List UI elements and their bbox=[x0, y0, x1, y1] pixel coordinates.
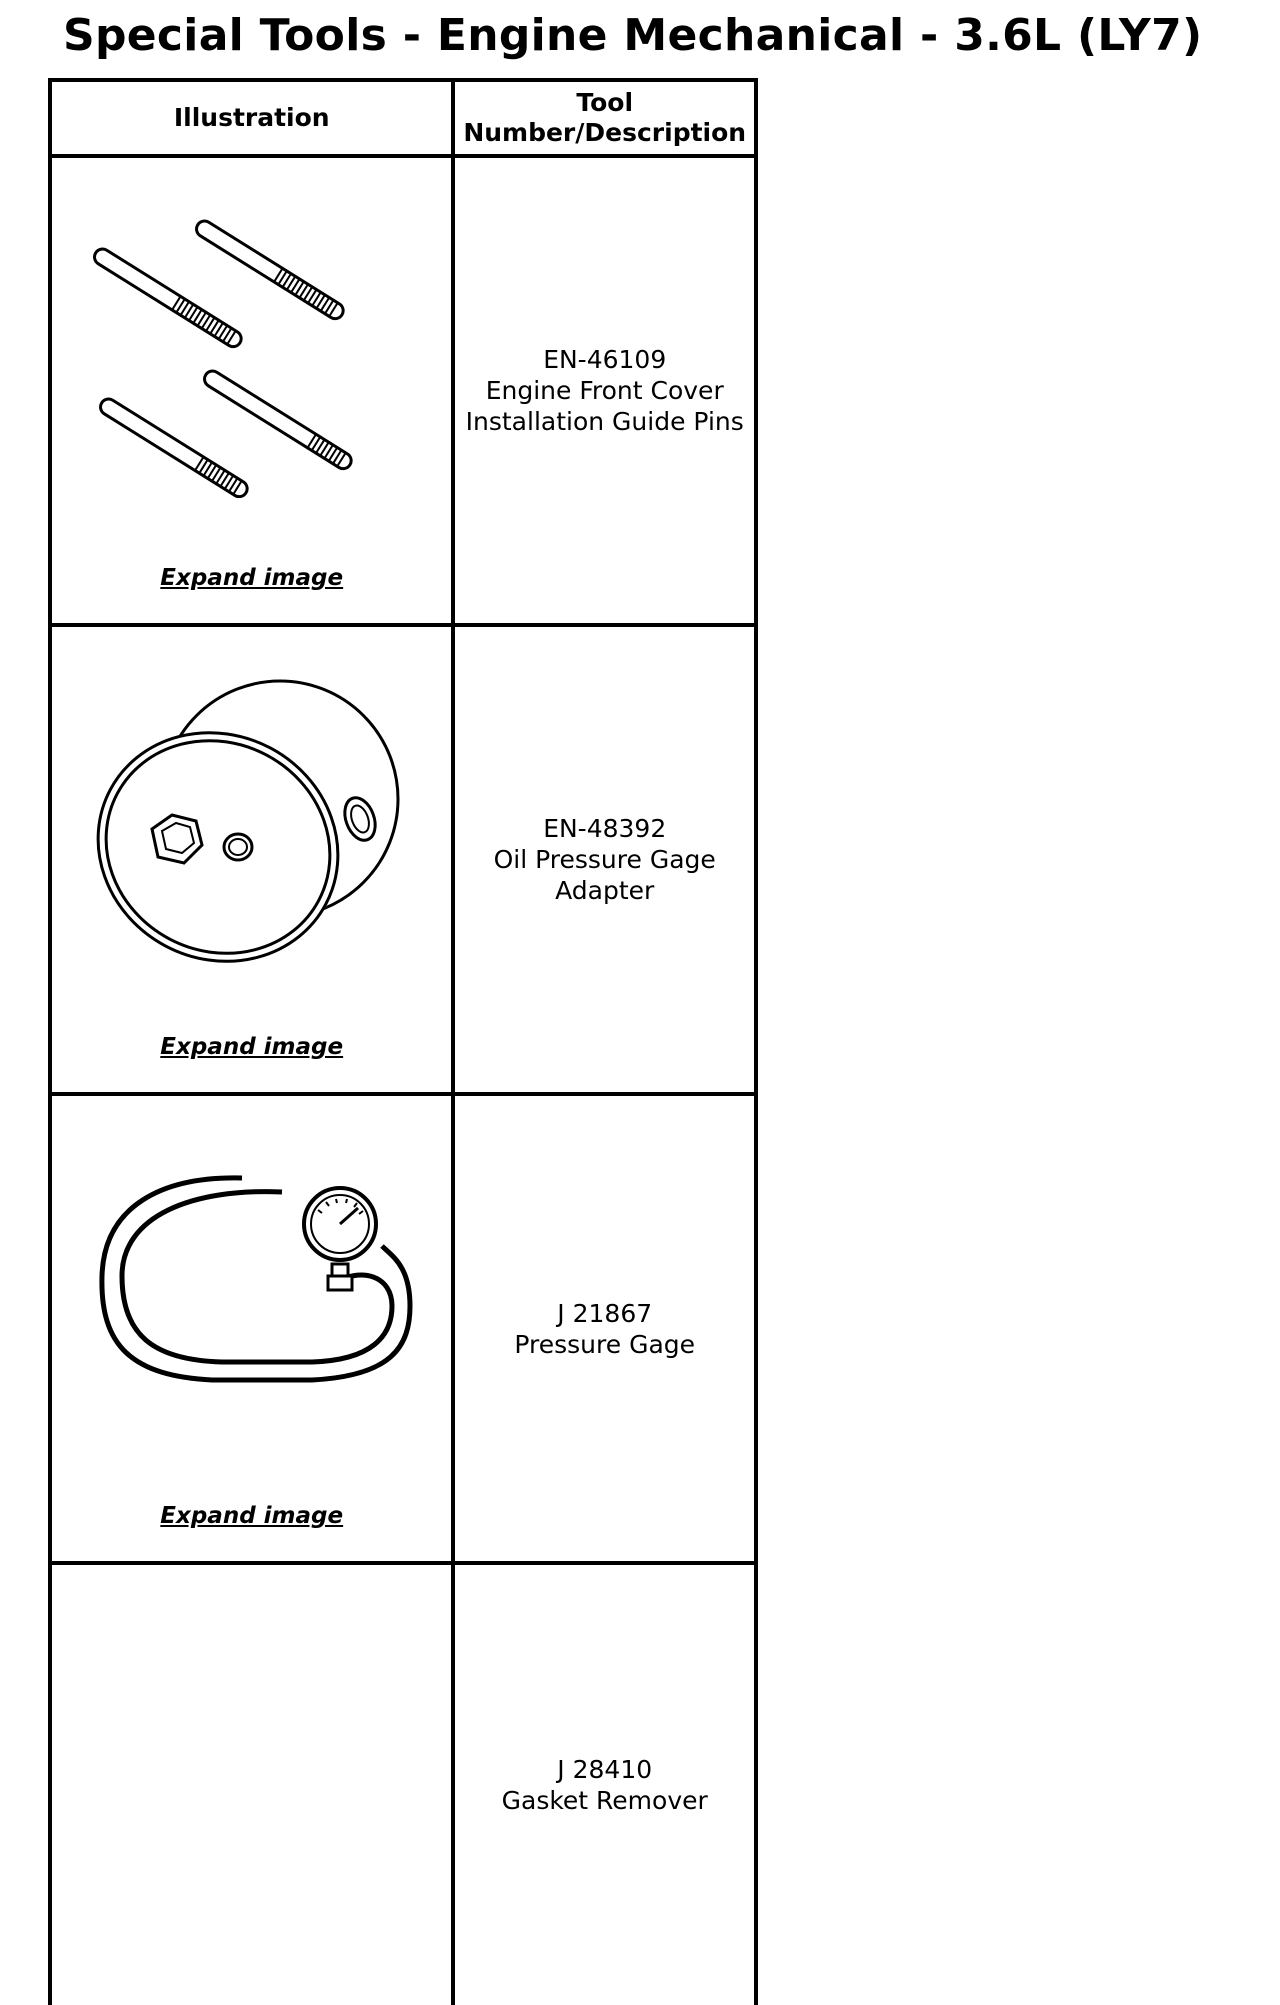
tool-description: Gasket Remover bbox=[501, 1786, 708, 1815]
tool-description-cell bbox=[453, 1563, 756, 2005]
header-illustration: Illustration bbox=[50, 80, 453, 156]
tool-description-cell bbox=[453, 1094, 756, 1563]
illustration-cell bbox=[50, 1094, 453, 1563]
pressure-gage-icon[interactable] bbox=[92, 1166, 432, 1426]
expand-image-link[interactable]: Expand image bbox=[160, 1034, 344, 1060]
table-header-row bbox=[50, 80, 756, 156]
tool-number: J 21867 bbox=[557, 1298, 653, 1328]
tool-description-cell bbox=[453, 156, 756, 625]
page-title: Special Tools - Engine Mechanical - 3.6L (LY7) bbox=[63, 10, 1203, 61]
table-row bbox=[50, 1094, 756, 1563]
guide-pins-icon[interactable] bbox=[92, 198, 432, 498]
header-tool-label: Tool Number/Description bbox=[463, 88, 747, 147]
tool-number: EN-46109 bbox=[543, 345, 667, 374]
header-tool-number-description bbox=[453, 80, 756, 156]
table-row bbox=[50, 625, 756, 1094]
table-row bbox=[50, 1563, 756, 2005]
tool-number: EN-48392 bbox=[543, 814, 667, 843]
tool-description: Pressure Gage bbox=[514, 1329, 696, 1359]
illustration-cell bbox=[50, 625, 453, 1094]
special-tools-table bbox=[48, 78, 758, 2005]
gage-adapter-icon[interactable] bbox=[90, 669, 430, 999]
expand-image-link[interactable]: Expand image bbox=[160, 565, 344, 591]
tool-description: Engine Front Cover Installation Guide Pins bbox=[465, 376, 744, 436]
tool-number: J 28410 bbox=[557, 1755, 653, 1784]
tool-description-cell bbox=[453, 625, 756, 1094]
illustration-cell bbox=[50, 1563, 453, 2005]
illustration-cell bbox=[50, 156, 453, 625]
tool-description: Oil Pressure Gage Adapter bbox=[493, 845, 716, 905]
table-row bbox=[50, 156, 756, 625]
expand-image-link[interactable]: Expand image bbox=[160, 1503, 344, 1529]
